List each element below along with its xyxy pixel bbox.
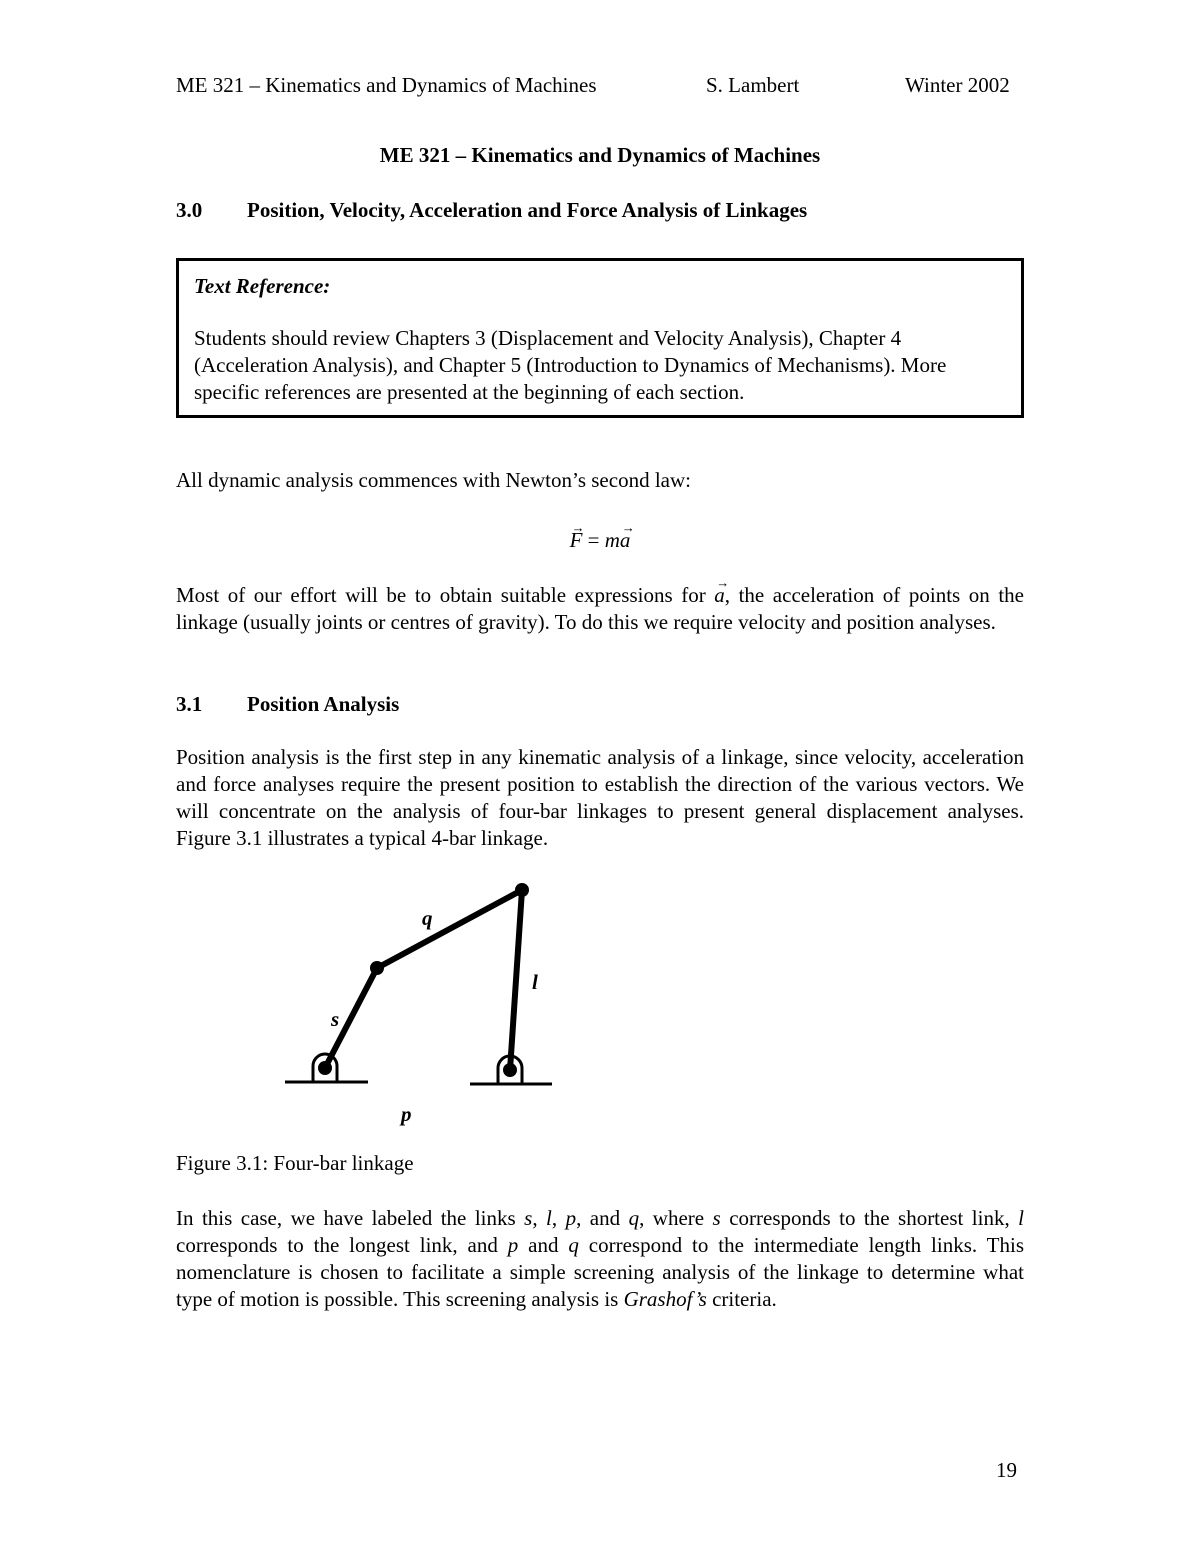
intro-paragraph: All dynamic analysis commences with Newton’s second law: (176, 468, 691, 492)
link-l (510, 890, 522, 1070)
page-number: 19 (996, 1458, 1017, 1482)
document-title: ME 321 – Kinematics and Dynamics of Machines (379, 143, 821, 167)
section-3-0-title: Position, Velocity, Acceleration and Force Analysis of Linkages (247, 198, 808, 222)
link-symbol-s-2: s (712, 1206, 721, 1230)
link-symbol-l: l (546, 1206, 552, 1230)
link-symbol-l-2: l (1018, 1206, 1025, 1230)
links-text-6: and (518, 1233, 569, 1257)
label-l: l (532, 970, 538, 994)
effort-paragraph (176, 582, 1024, 636)
joint-ground-right (503, 1063, 517, 1077)
header-author: S. Lambert (706, 73, 800, 97)
section-3-0-number: 3.0 (176, 198, 203, 222)
acceleration-symbol: → a (714, 582, 725, 609)
header-course: ME 321 – Kinematics and Dynamics of Machines (176, 73, 597, 97)
links-comma-1: , (532, 1206, 547, 1230)
links-paragraph (176, 1205, 1024, 1313)
link-symbol-s: s (524, 1206, 533, 1230)
links-text-1: In this case, we have labeled the links (176, 1206, 525, 1230)
link-symbol-q-2: q (568, 1233, 579, 1257)
newton-equation (0, 527, 1200, 554)
links-text-2: , and (576, 1206, 629, 1230)
equation-equals: = (582, 528, 605, 552)
section-3-1-number: 3.1 (176, 692, 203, 716)
acceleration-vector: → a (620, 527, 631, 554)
text-reference-body: Students should review Chapters 3 (Displacement and Velocity Analysis), Chapter 4 (Acceleration Analysis), and Chapter 5 (Introduction to Dynamics of Mechanisms). More specific references are presented at the beginning of each section. (194, 326, 947, 404)
links-text-4: corresponds to the shortest link, (720, 1206, 1019, 1230)
four-bar-linkage-figure (270, 870, 570, 1132)
links-text-5: corresponds to the longest link, and (176, 1233, 508, 1257)
link-symbol-p: p (565, 1206, 577, 1230)
text-reference-label: Text Reference: (194, 274, 331, 298)
joint-q-l (515, 883, 529, 897)
header-term: Winter 2002 (905, 73, 1010, 97)
joint-s-q (370, 961, 384, 975)
figure-caption: Figure 3.1: Four-bar linkage (176, 1151, 414, 1175)
link-symbol-q: q (628, 1206, 640, 1230)
force-vector: → F (570, 527, 583, 554)
links-text-7: correspond to the intermediate length links. This nomenclature is chosen to facilitate a simple screening analysis of the linkage to determine what type of motion is possible. This screening analysis is (176, 1233, 1024, 1311)
label-p: p (401, 1102, 412, 1126)
text-reference-box (176, 258, 1024, 418)
link-q (377, 890, 522, 968)
label-q: q (422, 906, 433, 930)
joint-ground-left (318, 1061, 332, 1075)
links-comma-2: , (551, 1206, 566, 1230)
effort-text-before: Most of our effort will be to obtain suitable expressions for (176, 583, 715, 607)
links-text-3: , where (639, 1206, 713, 1230)
mass-symbol: m (604, 528, 620, 552)
links-text-8: criteria. (706, 1287, 777, 1311)
label-s: s (331, 1007, 340, 1031)
section-3-1-title: Position Analysis (247, 692, 400, 716)
position-analysis-paragraph: Position analysis is the first step in any kinematic analysis of a linkage, since velocity, acceleration and force analyses require the present position to establish the direction of the various vectors. We will concentrate on the analysis of four-bar linkages to present general displacement analyses. Figure 3.1 illustrates a typical 4-bar linkage. (176, 745, 1024, 850)
grashof-term: Grashof’s (623, 1287, 707, 1311)
link-symbol-p-2: p (507, 1233, 519, 1257)
effort-text-after: , the acceleration of points on the linkage (usually joints or centres of gravity). To do this we require velocity and position analyses. (176, 583, 1024, 634)
